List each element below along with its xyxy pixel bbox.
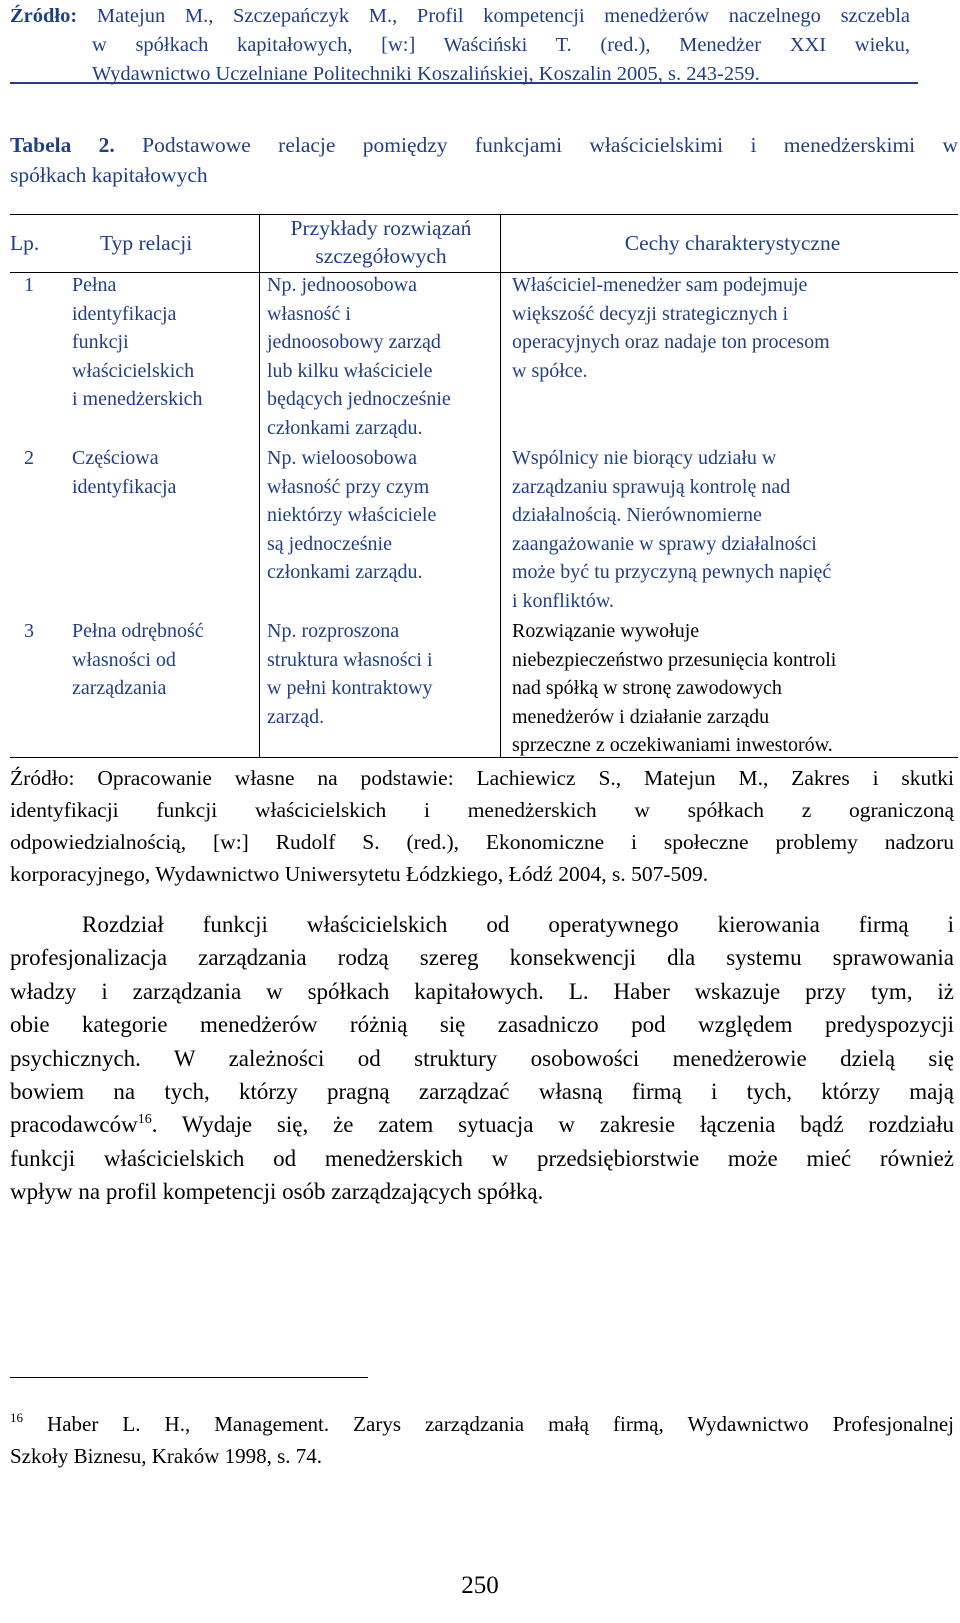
footnote-reference[interactable]: 16 <box>137 1112 152 1128</box>
table-divider-col-3 <box>500 214 501 757</box>
source-label: Źródło: <box>10 5 78 27</box>
caption-line-2: spółkach kapitałowych <box>10 163 208 187</box>
source-header <box>10 2 910 89</box>
row-3-lp: 3 <box>24 620 34 642</box>
source-header-line-3: Wydawnictwo Uczelniane Politechniki Koszalińskiej, Koszalin 2005, s. 243-259. <box>92 63 760 85</box>
page-number: 250 <box>461 1572 499 1599</box>
table-divider-col-2 <box>259 214 260 757</box>
header-examples: Przykłady rozwiązań szczegółowych <box>290 216 472 268</box>
body-paragraph: Rozdział funkcji właścicielskich od operatywnego kierowania firmą i profesjonalizacja zarządzania rodzą szereg konsekwencji dla systemu sprawowania władzy i zarządzania w spółkach kapitałowych. L. Haber wskazuje przy tym, iż obie kategorie menedżerów różnią się zasadniczo pod względem predyspozycji psychicznych. W zależności od struktury osobowości menedżerowie dzielą się bowiem na tych, którzy pragną zarządzać własną firmą i tych, którzy mają pracodawców$^{16}$. Wydaje się, że zatem sytuacja w zakresie łączenia bądź rozdziału funkcji właścicielskich od menedżerskich w przedsiębiorstwie może mieć również wpływ na profil kompetencji osób zarządzających spółką. <box>10 912 954 1205</box>
source-header-line-1: Źródło: Matejun M., Szczepańczyk M., Profil kompetencji menedżerów naczelnego szczebla <box>10 5 910 27</box>
row-1-type: Pełna identyfikacja funkcji właścicielskich i menedżerskich <box>72 274 203 411</box>
row-3-type: Pełna odrębność własności od zarządzania <box>72 620 204 700</box>
footnote-number: 16 <box>10 1410 23 1425</box>
row-1-examples: Np. jednoosobowa własność i jednoosobowy zarząd lub kilku właściciele będących jednocześnie członkami zarządu. <box>267 274 451 439</box>
header-rule <box>10 82 918 84</box>
header-lp: Lp. <box>10 231 40 255</box>
row-1-lp: 1 <box>24 274 34 296</box>
paragraph-line-with-reference: pracodawców$^{16}$. Wydaje się, że zatem sytuacja w zakresie łączenia bądź rozdziału <box>10 1112 954 1138</box>
row-2-features: Wspólnicy nie biorący udziału w zarządzaniu sprawują kontrolę nad działalnością. Nierównomierne zaangażowanie w sprawy działalności może być tu przyczyną pewnych napięć i konfliktów. <box>512 447 832 612</box>
caption-label: Tabela 2. <box>10 133 115 157</box>
row-3-features: Rozwiązanie wywołuje niebezpieczeństwo przesunięcia kontroli nad spółką w stronę zawodowych menedżerów i działanie zarządu sprzeczne z oczekiwaniami inwestorów. <box>512 620 837 757</box>
header-features: Cechy charakterystyczne <box>624 231 841 255</box>
row-2-lp: 2 <box>24 447 34 469</box>
table-source-note: Źródło: Opracowanie własne na podstawie: Lachiewicz S., Matejun M., Zakres i skutki identyfikacji funkcji właścicielskich i menedżerskich w spółkach z ograniczoną odpowiedzialnością, [w:] Rudolf S. (red.), Ekonomiczne i społeczne problemy nadzoru korporacyjnego, Wydawnictwo Uniwersytetu Łódzkiego, Łódź 2004, s. 507-509. <box>10 766 954 886</box>
source-header-line-2: w spółkach kapitałowych, [w:] Waściński T. (red.), Menedżer XXI wieku, <box>92 34 910 56</box>
row-1-features: Właściciel-menedżer sam podejmuje większość decyzji strategicznych i operacyjnych oraz nadaje ton procesom w spółce. <box>512 274 830 382</box>
row-3-examples: Np. rozproszona struktura własności i w pełni kontraktowy zarząd. <box>267 620 433 728</box>
caption-line-1: Tabela 2. Podstawowe relacje pomiędzy funkcjami właścicielskimi i menedżerskimi w <box>10 133 959 157</box>
footnote: $^{16}$ Haber L. H., Management. Zarys zarządzania małą firmą, Wydawnictwo Profesjonalnej Szkoły Biznesu, Kraków 1998, s. 74. <box>10 1410 954 1468</box>
header-type: Typ relacji <box>100 231 193 255</box>
table-caption <box>10 130 958 190</box>
footnote-rule <box>10 1377 368 1378</box>
row-2-examples: Np. wieloosobowa własność przy czym niektórzy właściciele są jednocześnie członkami zarządu. <box>267 447 437 584</box>
row-2-type: Częściowa identyfikacja <box>72 447 177 498</box>
